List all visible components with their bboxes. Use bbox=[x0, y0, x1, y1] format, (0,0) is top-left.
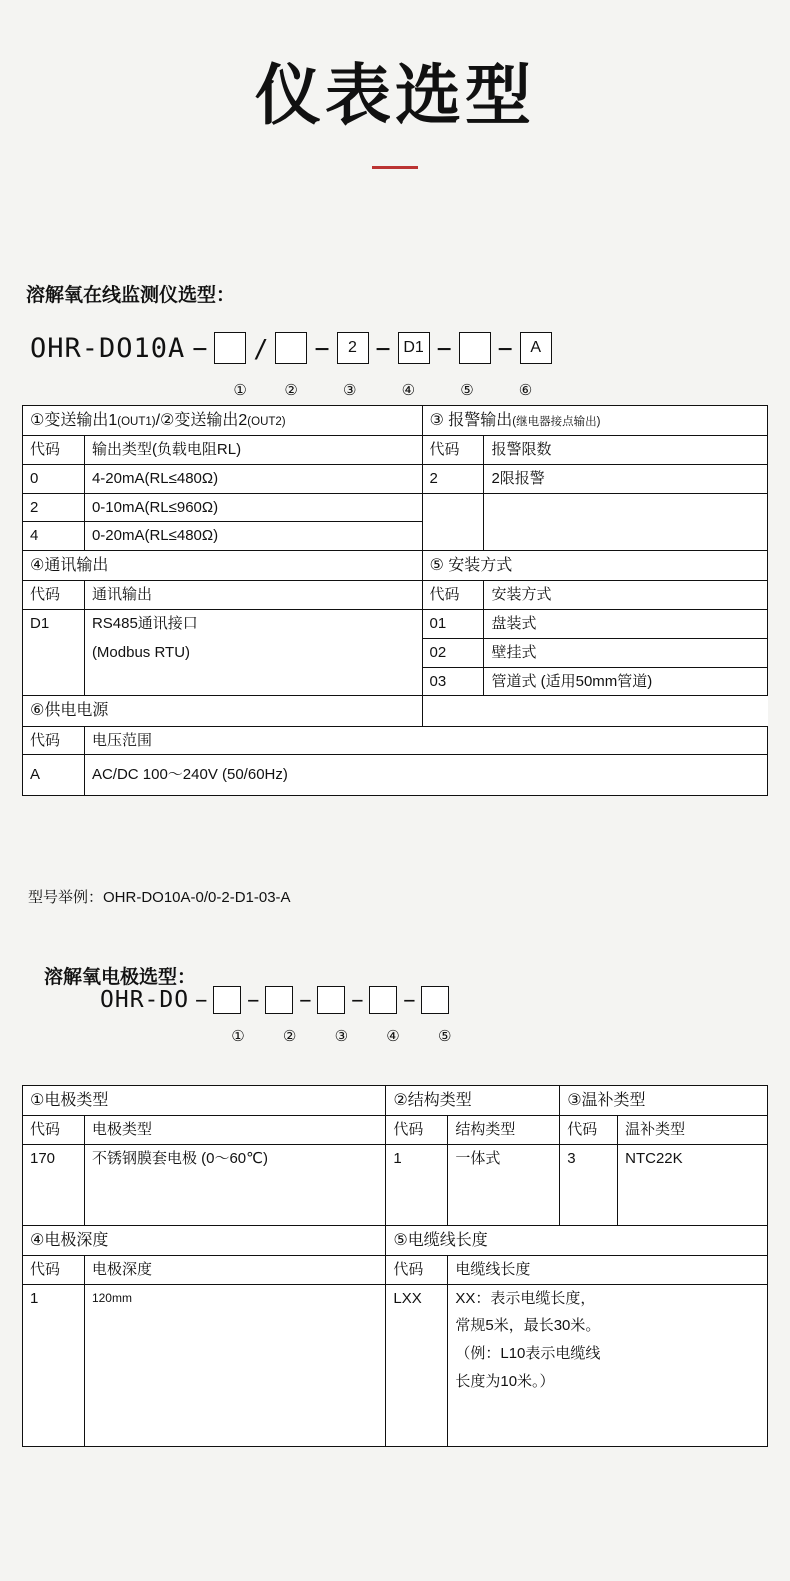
cell-blank bbox=[386, 1396, 448, 1447]
table-row bbox=[23, 1284, 768, 1312]
cell-header-structure-type: ②结构类型 bbox=[386, 1086, 560, 1116]
table-row bbox=[23, 1368, 768, 1396]
cell-header-cable-length: ⑤电缆线长度 bbox=[386, 1225, 768, 1255]
table-row bbox=[23, 1340, 768, 1368]
model-box-e1[interactable] bbox=[213, 986, 241, 1014]
model-dash-e1: − bbox=[195, 988, 208, 1012]
cell-value: 120mm bbox=[84, 1284, 385, 1312]
circle-e1: ① bbox=[231, 1027, 245, 1045]
cell-col-code-e2: 代码 bbox=[386, 1116, 448, 1145]
label-out2-sub: (OUT2) bbox=[247, 416, 286, 428]
cell-col-code-5: 代码 bbox=[422, 581, 484, 610]
cell-blank bbox=[484, 493, 768, 522]
cell-header-mount: ⑤ 安装方式 bbox=[422, 551, 768, 581]
cell-value: AC/DC 100～240V (50/60Hz) bbox=[84, 755, 767, 796]
page-title: 仪表选型 bbox=[255, 58, 535, 132]
model-dash-5: − bbox=[497, 333, 513, 363]
cell-blank bbox=[84, 1396, 385, 1447]
model-dash-e3: − bbox=[299, 988, 312, 1012]
cell-col-val-3: 报警限数 bbox=[484, 436, 768, 465]
cell-blank bbox=[618, 1173, 768, 1226]
cell-col-val-5: 安装方式 bbox=[484, 581, 768, 610]
model-circle-row-electrode bbox=[100, 1022, 458, 1049]
model-box-1[interactable] bbox=[214, 332, 246, 364]
circle-4: ④ bbox=[401, 381, 416, 399]
cell-code: 3 bbox=[560, 1144, 618, 1172]
cell-blank bbox=[448, 1396, 768, 1447]
cell-blank bbox=[23, 1340, 85, 1368]
cell-blank bbox=[386, 1340, 448, 1368]
cell-col-val-6: 电压范围 bbox=[84, 726, 767, 755]
table-row bbox=[23, 581, 768, 610]
cell-col-code-e1: 代码 bbox=[23, 1116, 85, 1145]
cell-col-code-e3: 代码 bbox=[560, 1116, 618, 1145]
table-row bbox=[23, 667, 768, 696]
model-dash-e2: − bbox=[247, 988, 260, 1012]
cell-blank bbox=[448, 1173, 560, 1226]
table-row bbox=[23, 1116, 768, 1145]
cell-blank bbox=[84, 1340, 385, 1368]
cell-blank bbox=[422, 493, 484, 522]
circle-e5: ⑤ bbox=[437, 1027, 452, 1045]
cell-code: 1 bbox=[23, 1284, 85, 1312]
cell-col-val-e5: 电缆线长度 bbox=[448, 1255, 768, 1284]
cell-value: 4-20mA(RL≤480Ω) bbox=[84, 464, 422, 493]
cell-header-alarm bbox=[422, 406, 768, 436]
cell-value: （例：L10表示电缆线 bbox=[448, 1340, 768, 1368]
model-dash-2: − bbox=[314, 333, 330, 363]
circle-e4: ④ bbox=[386, 1027, 400, 1045]
model-circle-row-instrument bbox=[30, 374, 541, 405]
table-row bbox=[23, 1312, 768, 1340]
table-row bbox=[23, 1396, 768, 1447]
cell-blank bbox=[23, 1312, 85, 1340]
cell-blank bbox=[23, 667, 85, 696]
model-dash-3: − bbox=[375, 333, 391, 363]
cell-value: 壁挂式 bbox=[484, 638, 768, 667]
cell-blank bbox=[23, 638, 85, 667]
cell-header-power: ⑥供电电源 bbox=[23, 696, 423, 726]
cell-col-code-e5: 代码 bbox=[386, 1255, 448, 1284]
label-alarm-sub: (继电器接点输出) bbox=[512, 416, 601, 428]
cell-value: 0-10mA(RL≤960Ω) bbox=[84, 493, 422, 522]
model-box-e2[interactable] bbox=[265, 986, 293, 1014]
model-box-e4[interactable] bbox=[369, 986, 397, 1014]
section-heading-electrode: 溶解氧电极选型： bbox=[44, 967, 197, 988]
table-row bbox=[23, 436, 768, 465]
cell-value: 一体式 bbox=[448, 1144, 560, 1172]
cell-col-val-e3: 温补类型 bbox=[618, 1116, 768, 1145]
cell-value: XX：表示电缆长度， bbox=[448, 1284, 768, 1312]
table-row bbox=[23, 755, 768, 796]
cell-blank bbox=[422, 696, 768, 726]
label-out1: ①变送输出1 bbox=[30, 412, 118, 429]
model-slash: / bbox=[253, 333, 269, 363]
cell-code: 2 bbox=[422, 464, 484, 493]
title-divider bbox=[372, 166, 418, 169]
model-box-5[interactable] bbox=[459, 332, 491, 364]
cell-code: A bbox=[23, 755, 85, 796]
model-dash-4: − bbox=[436, 333, 452, 363]
cell-value: 2限报警 bbox=[484, 464, 768, 493]
model-code-row-instrument bbox=[30, 332, 552, 364]
model-dash-1: − bbox=[192, 333, 208, 363]
cell-blank bbox=[23, 1173, 85, 1226]
cell-col-type-1: 输出类型(负载电阻RL) bbox=[84, 436, 422, 465]
cell-col-val-e4: 电极深度 bbox=[84, 1255, 385, 1284]
table-row bbox=[23, 406, 768, 436]
cell-col-val-4: 通讯输出 bbox=[84, 581, 422, 610]
cell-blank bbox=[84, 1173, 385, 1226]
table-row bbox=[23, 1173, 768, 1226]
cell-blank bbox=[386, 1173, 448, 1226]
table-row bbox=[23, 522, 768, 551]
table-row bbox=[23, 1086, 768, 1116]
table-row bbox=[23, 1255, 768, 1284]
cell-code: 0 bbox=[23, 464, 85, 493]
label-out1-sub: (OUT1) bbox=[117, 416, 156, 428]
cell-col-code-1: 代码 bbox=[23, 436, 85, 465]
cell-col-code-4: 代码 bbox=[23, 581, 85, 610]
cell-header-electrode-depth: ④电极深度 bbox=[23, 1225, 386, 1255]
cell-value: 盘装式 bbox=[484, 610, 768, 639]
cell-code: 03 bbox=[422, 667, 484, 696]
cell-blank bbox=[23, 1368, 85, 1396]
cell-blank bbox=[84, 1368, 385, 1396]
table-row bbox=[23, 464, 768, 493]
cell-value: 0-20mA(RL≤480Ω) bbox=[84, 522, 422, 551]
cell-value: RS485通讯接口 bbox=[84, 610, 422, 639]
circle-6: ⑥ bbox=[518, 381, 533, 399]
model-box-3[interactable]: 2 bbox=[337, 332, 369, 364]
circle-e2: ② bbox=[282, 1027, 297, 1045]
table-row bbox=[23, 638, 768, 667]
cell-code: 4 bbox=[23, 522, 85, 551]
table-row bbox=[23, 1144, 768, 1172]
cell-code: 01 bbox=[422, 610, 484, 639]
cell-code: D1 bbox=[23, 610, 85, 639]
label-alarm: ③ 报警输出 bbox=[429, 412, 513, 429]
cell-blank bbox=[386, 1312, 448, 1340]
cell-value: 长度为10米。） bbox=[448, 1368, 768, 1396]
cell-value: 管道式 (适用50mm管道) bbox=[484, 667, 768, 696]
cell-col-code-e4: 代码 bbox=[23, 1255, 85, 1284]
model-dash-e5: − bbox=[403, 988, 416, 1012]
model-prefix-electrode: OHR-DO bbox=[100, 987, 190, 1013]
cell-blank bbox=[386, 1368, 448, 1396]
model-code-row-electrode bbox=[100, 986, 449, 1014]
cell-blank bbox=[23, 1396, 85, 1447]
cell-header-out bbox=[23, 406, 423, 436]
circle-5: ⑤ bbox=[460, 381, 474, 399]
model-box-6[interactable]: A bbox=[520, 332, 552, 364]
cell-col-code-6: 代码 bbox=[23, 726, 85, 755]
cell-blank bbox=[560, 1173, 618, 1226]
table-row bbox=[23, 551, 768, 581]
circle-3: ③ bbox=[342, 381, 357, 399]
cell-col-val-e2: 结构类型 bbox=[448, 1116, 560, 1145]
circle-e3: ③ bbox=[334, 1027, 349, 1045]
cell-code: 1 bbox=[386, 1144, 448, 1172]
cell-blank bbox=[84, 1312, 385, 1340]
table-row bbox=[23, 610, 768, 639]
section-heading-instrument: 溶解氧在线监测仪选型： bbox=[26, 285, 236, 306]
cell-code: 2 bbox=[23, 493, 85, 522]
cell-col-val-e1: 电极类型 bbox=[84, 1116, 385, 1145]
model-prefix: OHR-DO10A bbox=[30, 332, 186, 364]
table-row bbox=[23, 726, 768, 755]
cell-value: 不锈钢膜套电极 (0～60℃) bbox=[84, 1144, 385, 1172]
cell-code: LXX bbox=[386, 1284, 448, 1312]
model-dash-e4: − bbox=[351, 988, 364, 1012]
model-box-4[interactable]: D1 bbox=[398, 332, 430, 364]
circle-1: ① bbox=[233, 381, 247, 399]
cell-value: 常规5米，最长30米。 bbox=[448, 1312, 768, 1340]
spec-table-electrode bbox=[22, 1085, 768, 1447]
cell-code: 170 bbox=[23, 1144, 85, 1172]
cell-blank bbox=[84, 667, 422, 696]
cell-code: 02 bbox=[422, 638, 484, 667]
model-example: 型号举例：OHR-DO10A-0/0-2-D1-03-A bbox=[28, 889, 291, 906]
circle-2: ② bbox=[284, 381, 298, 399]
model-box-2[interactable] bbox=[275, 332, 307, 364]
label-out2: /②变送输出2 bbox=[155, 412, 248, 429]
table-row bbox=[23, 493, 768, 522]
cell-col-code-3: 代码 bbox=[422, 436, 484, 465]
model-box-e5[interactable] bbox=[421, 986, 449, 1014]
spec-table-instrument bbox=[22, 405, 768, 796]
cell-blank bbox=[422, 522, 484, 551]
cell-value: NTC22K bbox=[618, 1144, 768, 1172]
cell-header-comm: ④通讯输出 bbox=[23, 551, 423, 581]
cell-blank bbox=[484, 522, 768, 551]
model-box-e3[interactable] bbox=[317, 986, 345, 1014]
cell-header-temp-comp: ③温补类型 bbox=[560, 1086, 768, 1116]
cell-value: (Modbus RTU) bbox=[84, 638, 422, 667]
cell-header-electrode-type: ①电极类型 bbox=[23, 1086, 386, 1116]
table-row bbox=[23, 1225, 768, 1255]
table-row bbox=[23, 696, 768, 726]
